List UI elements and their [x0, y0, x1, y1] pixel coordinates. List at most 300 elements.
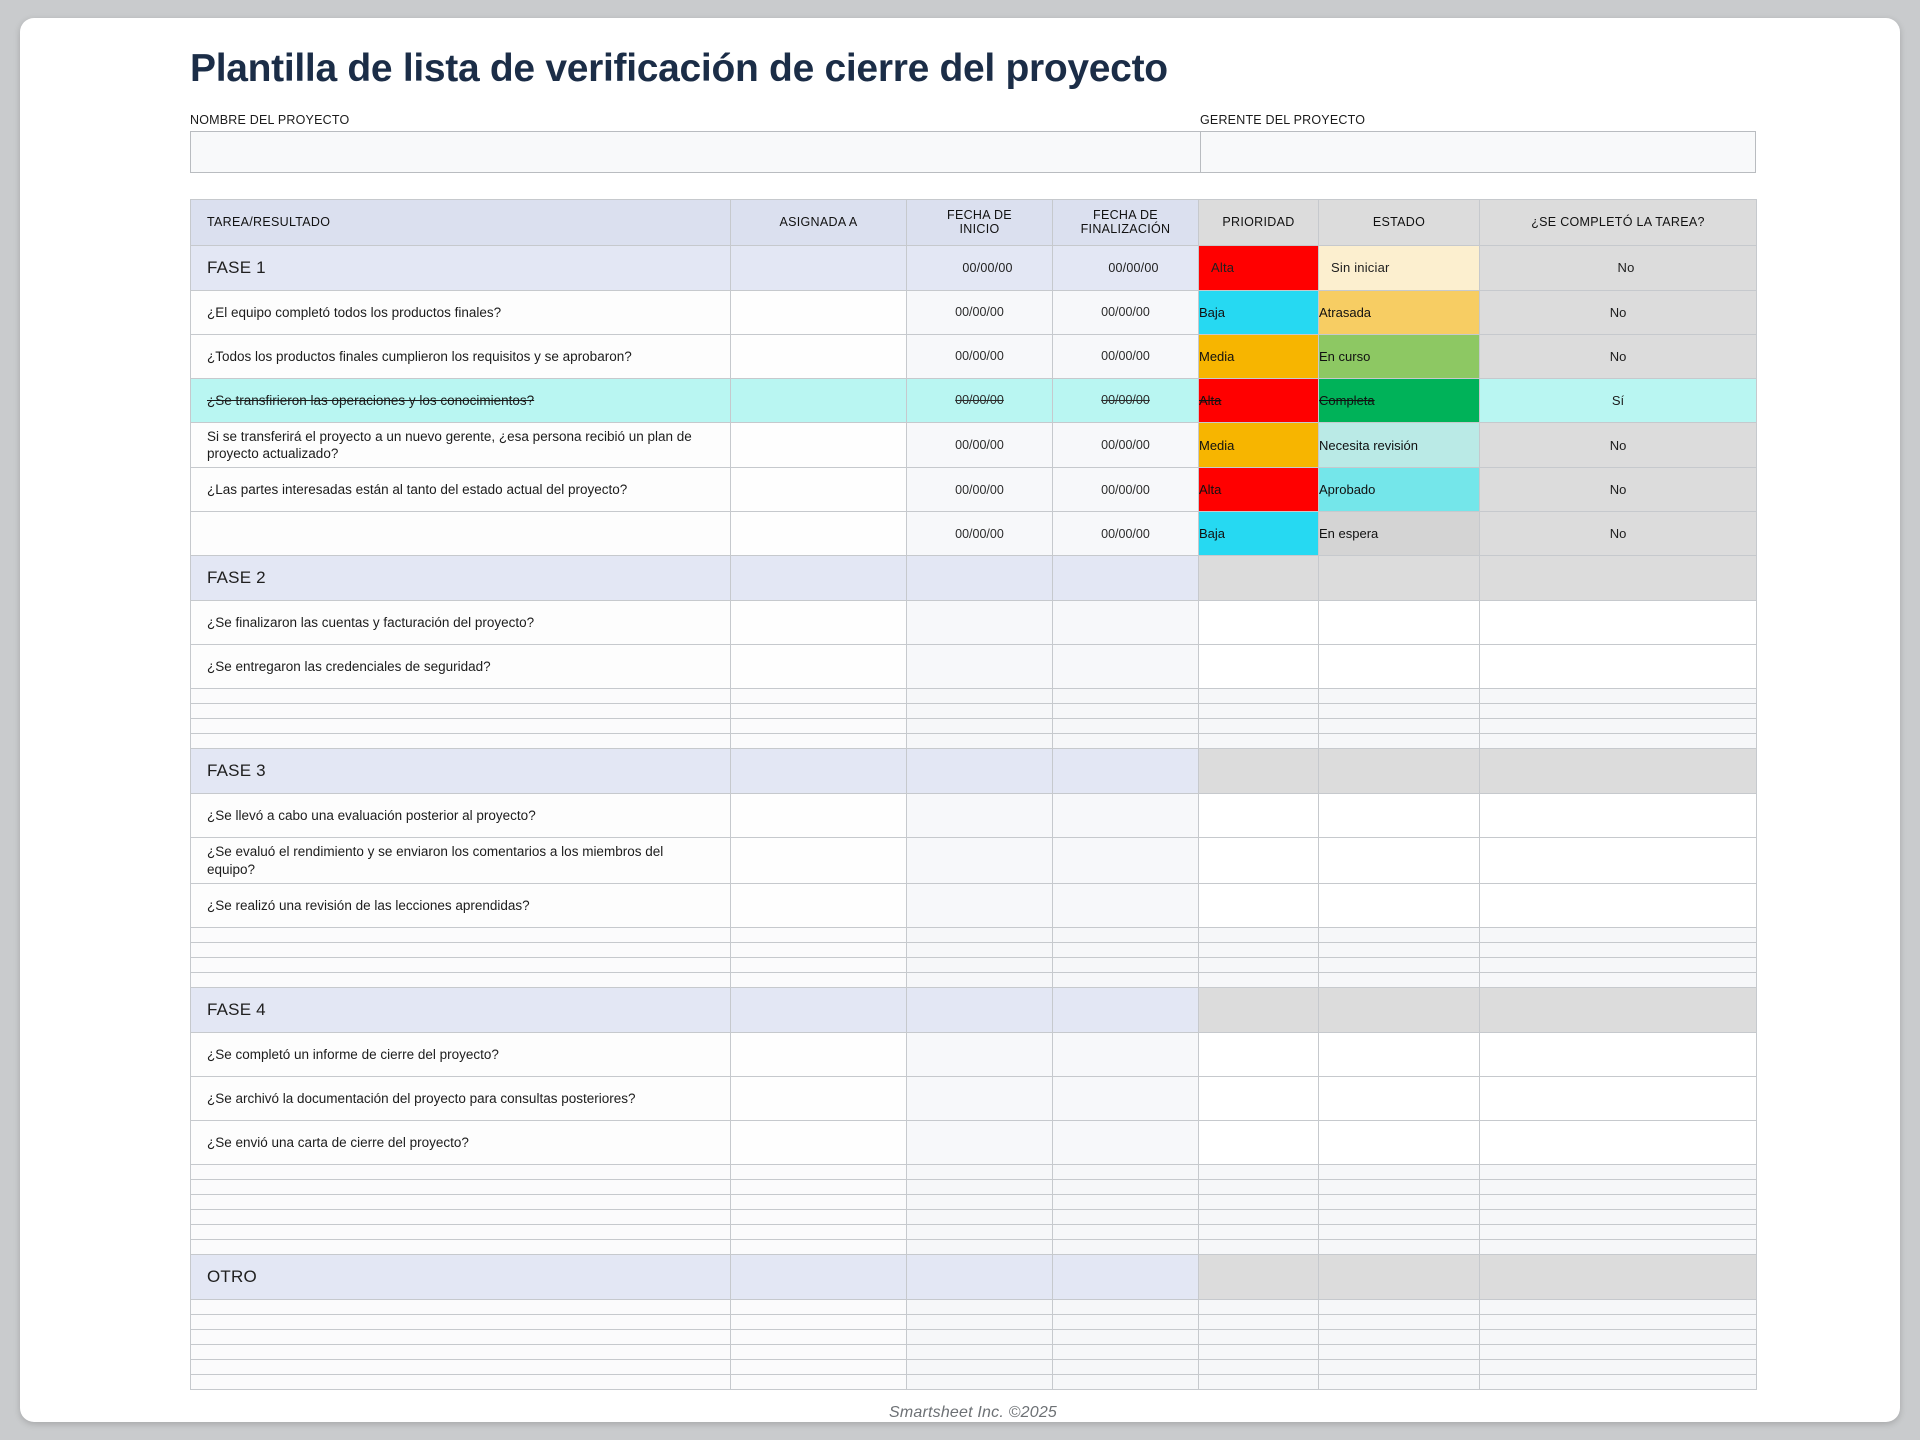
phase-end-cell[interactable]: 00/00/00 [1053, 245, 1199, 290]
empty-cell-assigned[interactable] [731, 957, 907, 972]
end-date-cell[interactable]: 00/00/00 [1053, 378, 1199, 422]
start-date-cell[interactable]: 00/00/00 [907, 422, 1053, 468]
completed-cell[interactable]: No [1480, 290, 1757, 334]
completed-cell[interactable] [1480, 1076, 1757, 1120]
empty-cell-completed[interactable] [1480, 1314, 1757, 1329]
table-row[interactable] [191, 290, 1757, 334]
start-date-cell[interactable] [907, 1120, 1053, 1164]
table-row[interactable] [191, 601, 1757, 645]
empty-row[interactable] [191, 734, 1757, 749]
empty-row[interactable] [191, 942, 1757, 957]
empty-cell-task[interactable] [191, 719, 731, 734]
start-date-cell[interactable]: 00/00/00 [907, 468, 1053, 512]
empty-cell-completed[interactable] [1480, 927, 1757, 942]
end-date-cell[interactable]: 00/00/00 [1053, 468, 1199, 512]
empty-cell-start[interactable] [907, 957, 1053, 972]
end-date-cell[interactable] [1053, 1120, 1199, 1164]
start-date-cell[interactable] [907, 1032, 1053, 1076]
table-row[interactable] [191, 883, 1757, 927]
empty-cell-status[interactable] [1319, 1344, 1480, 1359]
project-name-input[interactable] [191, 132, 1201, 172]
priority-cell[interactable]: Baja [1199, 512, 1319, 556]
priority-cell[interactable] [1199, 601, 1319, 645]
task-description[interactable]: ¿Se entregaron las credenciales de seguridad? [191, 645, 731, 689]
phase-end-cell[interactable] [1053, 556, 1199, 601]
start-date-cell[interactable]: 00/00/00 [907, 512, 1053, 556]
assigned-to-cell[interactable] [731, 794, 907, 838]
empty-cell-status[interactable] [1319, 704, 1480, 719]
task-description[interactable]: ¿Se completó un informe de cierre del proyecto? [191, 1032, 731, 1076]
empty-cell-completed[interactable] [1480, 957, 1757, 972]
empty-cell-task[interactable] [191, 1314, 731, 1329]
empty-cell-assigned[interactable] [731, 734, 907, 749]
phase-completed-cell[interactable] [1480, 987, 1757, 1032]
phase-status-cell[interactable] [1319, 987, 1480, 1032]
empty-cell-status[interactable] [1319, 1359, 1480, 1374]
empty-cell-assigned[interactable] [731, 719, 907, 734]
empty-cell-task[interactable] [191, 1179, 731, 1194]
phase-start-cell[interactable] [907, 1254, 1053, 1299]
empty-cell-completed[interactable] [1480, 1239, 1757, 1254]
empty-cell-priority[interactable] [1199, 1239, 1319, 1254]
empty-row[interactable] [191, 1329, 1757, 1344]
empty-cell-assigned[interactable] [731, 1299, 907, 1314]
priority-cell[interactable]: Media [1199, 334, 1319, 378]
end-date-cell[interactable] [1053, 645, 1199, 689]
empty-cell-task[interactable] [191, 1374, 731, 1389]
assigned-to-cell[interactable] [731, 883, 907, 927]
empty-cell-priority[interactable] [1199, 1164, 1319, 1179]
start-date-cell[interactable] [907, 883, 1053, 927]
empty-cell-completed[interactable] [1480, 1329, 1757, 1344]
empty-cell-status[interactable] [1319, 1329, 1480, 1344]
empty-cell-start[interactable] [907, 1224, 1053, 1239]
completed-cell[interactable] [1480, 1120, 1757, 1164]
empty-row[interactable] [191, 1344, 1757, 1359]
phase-end-cell[interactable] [1053, 987, 1199, 1032]
empty-cell-end[interactable] [1053, 1194, 1199, 1209]
phase-assigned-cell[interactable] [731, 245, 907, 290]
empty-cell-completed[interactable] [1480, 1299, 1757, 1314]
empty-cell-start[interactable] [907, 1374, 1053, 1389]
assigned-to-cell[interactable] [731, 1076, 907, 1120]
empty-row[interactable] [191, 1194, 1757, 1209]
task-description[interactable]: ¿Se realizó una revisión de las lecciones aprendidas? [191, 883, 731, 927]
completed-cell[interactable]: No [1480, 468, 1757, 512]
empty-cell-end[interactable] [1053, 1299, 1199, 1314]
end-date-cell[interactable] [1053, 838, 1199, 884]
empty-cell-start[interactable] [907, 972, 1053, 987]
completed-cell[interactable] [1480, 883, 1757, 927]
priority-cell[interactable] [1199, 794, 1319, 838]
empty-cell-task[interactable] [191, 1299, 731, 1314]
completed-cell[interactable] [1480, 838, 1757, 884]
empty-cell-priority[interactable] [1199, 1329, 1319, 1344]
empty-cell-status[interactable] [1319, 1164, 1480, 1179]
empty-cell-start[interactable] [907, 1344, 1053, 1359]
empty-cell-assigned[interactable] [731, 704, 907, 719]
table-row[interactable] [191, 838, 1757, 884]
empty-cell-priority[interactable] [1199, 1179, 1319, 1194]
end-date-cell[interactable] [1053, 794, 1199, 838]
end-date-cell[interactable]: 00/00/00 [1053, 512, 1199, 556]
phase-priority-cell[interactable] [1199, 556, 1319, 601]
empty-cell-task[interactable] [191, 704, 731, 719]
task-description[interactable]: ¿Las partes interesadas están al tanto del estado actual del proyecto? [191, 468, 731, 512]
status-cell[interactable]: Necesita revisión [1319, 422, 1480, 468]
phase-assigned-cell[interactable] [731, 987, 907, 1032]
completed-cell[interactable] [1480, 1032, 1757, 1076]
empty-cell-priority[interactable] [1199, 942, 1319, 957]
empty-row[interactable] [191, 927, 1757, 942]
status-cell[interactable] [1319, 794, 1480, 838]
empty-cell-task[interactable] [191, 1344, 731, 1359]
empty-cell-assigned[interactable] [731, 1209, 907, 1224]
phase-end-cell[interactable] [1053, 749, 1199, 794]
status-cell[interactable] [1319, 838, 1480, 884]
empty-cell-status[interactable] [1319, 957, 1480, 972]
assigned-to-cell[interactable] [731, 422, 907, 468]
empty-cell-completed[interactable] [1480, 1224, 1757, 1239]
phase-status-cell[interactable] [1319, 1254, 1480, 1299]
empty-cell-end[interactable] [1053, 704, 1199, 719]
task-description[interactable] [191, 512, 731, 556]
phase-header-row[interactable] [191, 987, 1757, 1032]
empty-cell-start[interactable] [907, 704, 1053, 719]
empty-cell-end[interactable] [1053, 1329, 1199, 1344]
empty-cell-completed[interactable] [1480, 942, 1757, 957]
empty-cell-status[interactable] [1319, 1179, 1480, 1194]
empty-cell-end[interactable] [1053, 1374, 1199, 1389]
empty-cell-start[interactable] [907, 1359, 1053, 1374]
start-date-cell[interactable] [907, 1076, 1053, 1120]
empty-row[interactable] [191, 1179, 1757, 1194]
empty-cell-start[interactable] [907, 1179, 1053, 1194]
empty-row[interactable] [191, 704, 1757, 719]
empty-cell-completed[interactable] [1480, 1194, 1757, 1209]
phase-header-row[interactable] [191, 245, 1757, 290]
end-date-cell[interactable] [1053, 601, 1199, 645]
priority-cell[interactable]: Alta [1199, 468, 1319, 512]
assigned-to-cell[interactable] [731, 334, 907, 378]
empty-cell-completed[interactable] [1480, 1164, 1757, 1179]
empty-cell-task[interactable] [191, 1239, 731, 1254]
empty-row[interactable] [191, 1359, 1757, 1374]
priority-cell[interactable]: Alta [1199, 378, 1319, 422]
empty-cell-priority[interactable] [1199, 1314, 1319, 1329]
empty-cell-status[interactable] [1319, 1239, 1480, 1254]
end-date-cell[interactable] [1053, 1032, 1199, 1076]
table-row[interactable] [191, 645, 1757, 689]
empty-cell-end[interactable] [1053, 972, 1199, 987]
empty-cell-task[interactable] [191, 689, 731, 704]
empty-cell-start[interactable] [907, 1164, 1053, 1179]
empty-cell-completed[interactable] [1480, 734, 1757, 749]
empty-cell-priority[interactable] [1199, 957, 1319, 972]
phase-header-row[interactable] [191, 556, 1757, 601]
phase-status-cell[interactable]: Sin iniciar [1319, 245, 1480, 290]
empty-cell-priority[interactable] [1199, 1209, 1319, 1224]
phase-priority-cell[interactable] [1199, 1254, 1319, 1299]
status-cell[interactable]: En curso [1319, 334, 1480, 378]
end-date-cell[interactable] [1053, 883, 1199, 927]
empty-cell-assigned[interactable] [731, 1224, 907, 1239]
empty-cell-priority[interactable] [1199, 719, 1319, 734]
empty-cell-assigned[interactable] [731, 1344, 907, 1359]
empty-cell-assigned[interactable] [731, 942, 907, 957]
empty-cell-start[interactable] [907, 942, 1053, 957]
empty-cell-start[interactable] [907, 1314, 1053, 1329]
empty-cell-task[interactable] [191, 1224, 731, 1239]
empty-cell-end[interactable] [1053, 719, 1199, 734]
empty-row[interactable] [191, 689, 1757, 704]
assigned-to-cell[interactable] [731, 1120, 907, 1164]
start-date-cell[interactable]: 00/00/00 [907, 334, 1053, 378]
end-date-cell[interactable]: 00/00/00 [1053, 290, 1199, 334]
empty-cell-start[interactable] [907, 1239, 1053, 1254]
empty-cell-end[interactable] [1053, 1209, 1199, 1224]
status-cell[interactable]: Completa [1319, 378, 1480, 422]
empty-cell-assigned[interactable] [731, 1194, 907, 1209]
empty-cell-start[interactable] [907, 927, 1053, 942]
phase-assigned-cell[interactable] [731, 1254, 907, 1299]
empty-cell-priority[interactable] [1199, 1194, 1319, 1209]
table-row[interactable] [191, 1076, 1757, 1120]
status-cell[interactable] [1319, 601, 1480, 645]
empty-cell-start[interactable] [907, 1329, 1053, 1344]
empty-cell-priority[interactable] [1199, 689, 1319, 704]
empty-cell-start[interactable] [907, 734, 1053, 749]
empty-row[interactable] [191, 1224, 1757, 1239]
empty-cell-start[interactable] [907, 1194, 1053, 1209]
phase-completed-cell[interactable]: No [1480, 245, 1757, 290]
start-date-cell[interactable] [907, 838, 1053, 884]
empty-cell-priority[interactable] [1199, 1359, 1319, 1374]
empty-cell-priority[interactable] [1199, 1344, 1319, 1359]
assigned-to-cell[interactable] [731, 645, 907, 689]
empty-cell-end[interactable] [1053, 689, 1199, 704]
task-description[interactable]: ¿Se finalizaron las cuentas y facturación del proyecto? [191, 601, 731, 645]
empty-cell-assigned[interactable] [731, 1239, 907, 1254]
task-description[interactable]: ¿Todos los productos finales cumplieron los requisitos y se aprobaron? [191, 334, 731, 378]
empty-cell-assigned[interactable] [731, 1374, 907, 1389]
priority-cell[interactable] [1199, 645, 1319, 689]
empty-cell-priority[interactable] [1199, 704, 1319, 719]
assigned-to-cell[interactable] [731, 512, 907, 556]
empty-row[interactable] [191, 719, 1757, 734]
empty-cell-status[interactable] [1319, 1209, 1480, 1224]
table-row[interactable] [191, 512, 1757, 556]
empty-row[interactable] [191, 1299, 1757, 1314]
empty-row[interactable] [191, 1314, 1757, 1329]
empty-cell-assigned[interactable] [731, 1314, 907, 1329]
table-row[interactable] [191, 1120, 1757, 1164]
empty-cell-priority[interactable] [1199, 1374, 1319, 1389]
task-description[interactable]: Si se transferirá el proyecto a un nuevo gerente, ¿esa persona recibió un plan de proyecto actualizado? [191, 422, 731, 468]
empty-cell-status[interactable] [1319, 1299, 1480, 1314]
status-cell[interactable] [1319, 1032, 1480, 1076]
phase-priority-cell[interactable] [1199, 987, 1319, 1032]
status-cell[interactable]: En espera [1319, 512, 1480, 556]
table-row[interactable] [191, 378, 1757, 422]
empty-cell-task[interactable] [191, 957, 731, 972]
status-cell[interactable] [1319, 1076, 1480, 1120]
empty-cell-completed[interactable] [1480, 1344, 1757, 1359]
phase-completed-cell[interactable] [1480, 749, 1757, 794]
start-date-cell[interactable] [907, 601, 1053, 645]
empty-cell-end[interactable] [1053, 957, 1199, 972]
priority-cell[interactable] [1199, 1120, 1319, 1164]
assigned-to-cell[interactable] [731, 838, 907, 884]
empty-cell-assigned[interactable] [731, 1179, 907, 1194]
empty-row[interactable] [191, 957, 1757, 972]
table-row[interactable] [191, 468, 1757, 512]
empty-cell-task[interactable] [191, 734, 731, 749]
empty-cell-status[interactable] [1319, 1224, 1480, 1239]
priority-cell[interactable]: Baja [1199, 290, 1319, 334]
empty-cell-end[interactable] [1053, 734, 1199, 749]
empty-cell-task[interactable] [191, 942, 731, 957]
empty-cell-assigned[interactable] [731, 972, 907, 987]
empty-cell-priority[interactable] [1199, 734, 1319, 749]
completed-cell[interactable] [1480, 645, 1757, 689]
status-cell[interactable] [1319, 1120, 1480, 1164]
empty-cell-end[interactable] [1053, 1224, 1199, 1239]
priority-cell[interactable] [1199, 883, 1319, 927]
end-date-cell[interactable]: 00/00/00 [1053, 334, 1199, 378]
table-row[interactable] [191, 334, 1757, 378]
task-description[interactable]: ¿Se envió una carta de cierre del proyecto? [191, 1120, 731, 1164]
empty-cell-start[interactable] [907, 1299, 1053, 1314]
empty-cell-assigned[interactable] [731, 689, 907, 704]
task-description[interactable]: ¿Se evaluó el rendimiento y se enviaron los comentarios a los miembros del equipo? [191, 838, 731, 884]
empty-cell-status[interactable] [1319, 1314, 1480, 1329]
empty-cell-task[interactable] [191, 927, 731, 942]
empty-cell-end[interactable] [1053, 1179, 1199, 1194]
status-cell[interactable]: Atrasada [1319, 290, 1480, 334]
empty-cell-task[interactable] [191, 1164, 731, 1179]
assigned-to-cell[interactable] [731, 378, 907, 422]
empty-cell-end[interactable] [1053, 1314, 1199, 1329]
empty-cell-task[interactable] [191, 1329, 731, 1344]
empty-row[interactable] [191, 1164, 1757, 1179]
empty-cell-start[interactable] [907, 689, 1053, 704]
status-cell[interactable]: Aprobado [1319, 468, 1480, 512]
phase-priority-cell[interactable]: Alta [1199, 245, 1319, 290]
empty-cell-task[interactable] [191, 1209, 731, 1224]
phase-end-cell[interactable] [1053, 1254, 1199, 1299]
empty-row[interactable] [191, 1209, 1757, 1224]
priority-cell[interactable] [1199, 1032, 1319, 1076]
priority-cell[interactable]: Media [1199, 422, 1319, 468]
phase-assigned-cell[interactable] [731, 749, 907, 794]
empty-cell-status[interactable] [1319, 734, 1480, 749]
completed-cell[interactable]: Sí [1480, 378, 1757, 422]
phase-status-cell[interactable] [1319, 556, 1480, 601]
phase-start-cell[interactable] [907, 987, 1053, 1032]
empty-cell-task[interactable] [191, 1359, 731, 1374]
assigned-to-cell[interactable] [731, 1032, 907, 1076]
empty-cell-completed[interactable] [1480, 1209, 1757, 1224]
phase-priority-cell[interactable] [1199, 749, 1319, 794]
empty-cell-completed[interactable] [1480, 719, 1757, 734]
empty-cell-priority[interactable] [1199, 1299, 1319, 1314]
task-description[interactable]: ¿El equipo completó todos los productos finales? [191, 290, 731, 334]
phase-assigned-cell[interactable] [731, 556, 907, 601]
empty-cell-task[interactable] [191, 1194, 731, 1209]
empty-cell-start[interactable] [907, 719, 1053, 734]
phase-header-row[interactable] [191, 749, 1757, 794]
table-row[interactable] [191, 1032, 1757, 1076]
assigned-to-cell[interactable] [731, 290, 907, 334]
empty-cell-completed[interactable] [1480, 1359, 1757, 1374]
empty-row[interactable] [191, 1374, 1757, 1389]
empty-cell-assigned[interactable] [731, 1329, 907, 1344]
empty-cell-end[interactable] [1053, 1359, 1199, 1374]
empty-cell-status[interactable] [1319, 927, 1480, 942]
phase-status-cell[interactable] [1319, 749, 1480, 794]
assigned-to-cell[interactable] [731, 601, 907, 645]
empty-row[interactable] [191, 972, 1757, 987]
phase-header-row[interactable] [191, 1254, 1757, 1299]
end-date-cell[interactable]: 00/00/00 [1053, 422, 1199, 468]
completed-cell[interactable] [1480, 601, 1757, 645]
empty-cell-task[interactable] [191, 972, 731, 987]
empty-cell-assigned[interactable] [731, 1164, 907, 1179]
empty-cell-completed[interactable] [1480, 689, 1757, 704]
empty-cell-status[interactable] [1319, 972, 1480, 987]
table-row[interactable] [191, 794, 1757, 838]
assigned-to-cell[interactable] [731, 468, 907, 512]
end-date-cell[interactable] [1053, 1076, 1199, 1120]
table-row[interactable] [191, 422, 1757, 468]
start-date-cell[interactable] [907, 794, 1053, 838]
start-date-cell[interactable] [907, 645, 1053, 689]
empty-cell-priority[interactable] [1199, 972, 1319, 987]
status-cell[interactable] [1319, 883, 1480, 927]
completed-cell[interactable] [1480, 794, 1757, 838]
empty-cell-status[interactable] [1319, 689, 1480, 704]
priority-cell[interactable] [1199, 1076, 1319, 1120]
start-date-cell[interactable]: 00/00/00 [907, 378, 1053, 422]
empty-cell-start[interactable] [907, 1209, 1053, 1224]
completed-cell[interactable]: No [1480, 334, 1757, 378]
empty-cell-priority[interactable] [1199, 927, 1319, 942]
empty-cell-assigned[interactable] [731, 927, 907, 942]
priority-cell[interactable] [1199, 838, 1319, 884]
completed-cell[interactable]: No [1480, 512, 1757, 556]
task-description[interactable]: ¿Se transfirieron las operaciones y los conocimientos? [191, 378, 731, 422]
empty-cell-end[interactable] [1053, 942, 1199, 957]
empty-cell-status[interactable] [1319, 1374, 1480, 1389]
empty-cell-end[interactable] [1053, 1239, 1199, 1254]
empty-cell-end[interactable] [1053, 1344, 1199, 1359]
empty-cell-end[interactable] [1053, 1164, 1199, 1179]
empty-cell-status[interactable] [1319, 719, 1480, 734]
task-description[interactable]: ¿Se llevó a cabo una evaluación posterior al proyecto? [191, 794, 731, 838]
empty-cell-end[interactable] [1053, 927, 1199, 942]
empty-cell-completed[interactable] [1480, 704, 1757, 719]
empty-row[interactable] [191, 1239, 1757, 1254]
phase-start-cell[interactable] [907, 749, 1053, 794]
phase-start-cell[interactable] [907, 556, 1053, 601]
empty-cell-completed[interactable] [1480, 1179, 1757, 1194]
empty-cell-assigned[interactable] [731, 1359, 907, 1374]
phase-completed-cell[interactable] [1480, 1254, 1757, 1299]
task-description[interactable]: ¿Se archivó la documentación del proyecto para consultas posteriores? [191, 1076, 731, 1120]
empty-cell-completed[interactable] [1480, 1374, 1757, 1389]
empty-cell-status[interactable] [1319, 1194, 1480, 1209]
